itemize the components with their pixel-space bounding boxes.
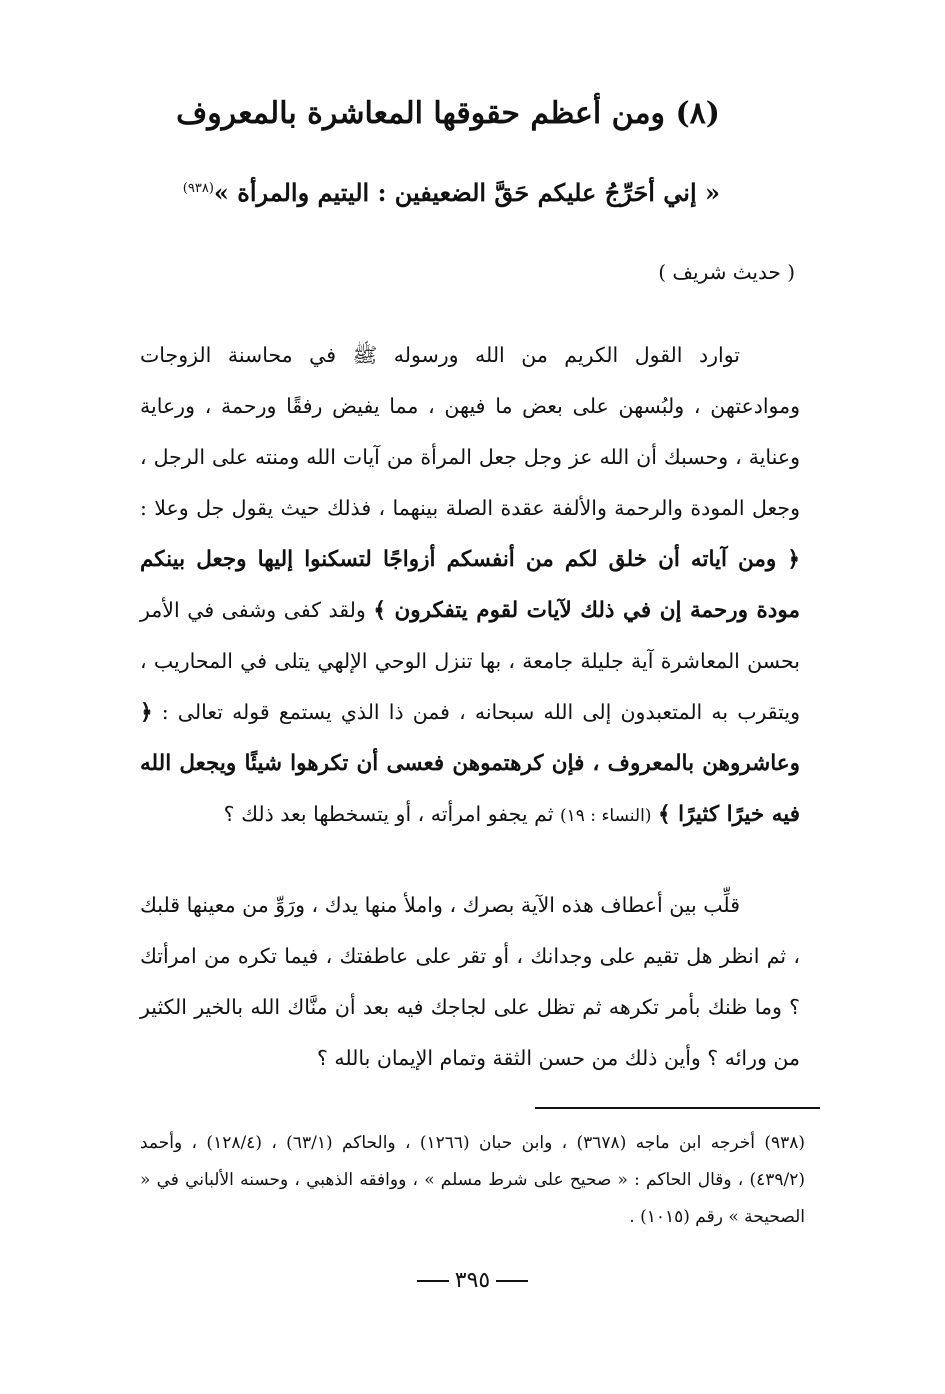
quran-verse-2: ﴿ وعاشروهن بالمعروف ، فإن كرهتموهن فعسى أن تكرهوا شيئًا ويجعل الله فيه خيرًا كثيرًا ﴾ <box>140 700 800 827</box>
footnote-marker: (٩٣٨) <box>182 181 214 196</box>
paragraph-2-text: قلِّب بين أعطاف هذه الآية بصرك ، واملأ منها يدك ، ورَوِّ من معينها قلبك ، ثم انظر هل تقيم على وجدانك ، أو تقر على عاطفتك ، فيما تكره من امرأتك ؟ وما ظنك بأمر تكرهه ثم تظل على لجاجك فيه بعد أن منَّاك الله بالخير الكثير من ورائه ؟ وأين ذلك من حسن الثقة وتمام الإيمان بالله ؟ <box>140 893 800 1070</box>
footnote: (٩٣٨) أخرجه ابن ماجه (٣٦٧٨) ، وابن حبان (١٢٦٦) ، والحاكم (٦٣/١) ، (١٢٨/٤) ، وأحمد (٤٣٩/٢) ، وقال الحاكم : « صحيح على شرط مسلم » ، ووافقه الذهبي ، وحسنه الألباني في « الصحيحة » رقم (١٠١٥) . <box>140 1133 806 1227</box>
footnote-divider <box>535 1107 820 1109</box>
paragraph-1 <box>140 330 800 842</box>
section-title: (٨) ومن أعظم حقوقها المعاشرة بالمعروف <box>176 96 720 131</box>
verse-reference: (النساء : ١٩) <box>560 806 652 826</box>
paragraph-1-text-c: ثم يجفو امرأته ، أو يتسخطها بعد ذلك ؟ <box>223 802 554 826</box>
hadith-quote <box>150 166 720 216</box>
hadith-source: ( حديث شريف ) <box>658 260 795 284</box>
paragraph-2 <box>140 880 800 1084</box>
page-number-value: ٣٩٥ <box>454 1268 491 1293</box>
hadith-text: « إني أحَرِّجُ عليكم حَقَّ الضعيفين : اليتيم والمرأة » <box>213 178 720 207</box>
page-number <box>0 1268 945 1293</box>
paragraph-1-text-a: توارد القول الكريم من الله ورسوله ﷺ في محاسنة الزوجات وموادعتهن ، ولبُسهن على بعض ما فيهن ، مما يفيض رفقًا ورحمة ، ورعاية وعناية ، وحسبك أن الله عز وجل جعل المرأة من آيات الله ومنته على الرجل ، وجعل المودة والرحمة والألفة عقدة الصلة بينهما ، فذلك حيث يقول جل وعلا : <box>140 343 800 520</box>
paragraph-1-text-b: ولقد كفى وشفى في الأمر بحسن المعاشرة آية جليلة جامعة ، بها تنزل الوحي الإلهي يتلى في المحاريب ، ويتقرب به المتعبدون إلى الله سبحانه ، فمن ذا الذي يستمع قوله تعالى : <box>140 598 800 724</box>
quran-verse-1: ﴿ ومن آياته أن خلق لكم من أنفسكم أزواجًا لتسكنوا إليها وجعل بينكم مودة ورحمة إن في ذلك لآيات لقوم يتفكرون ﴾ <box>140 547 801 623</box>
